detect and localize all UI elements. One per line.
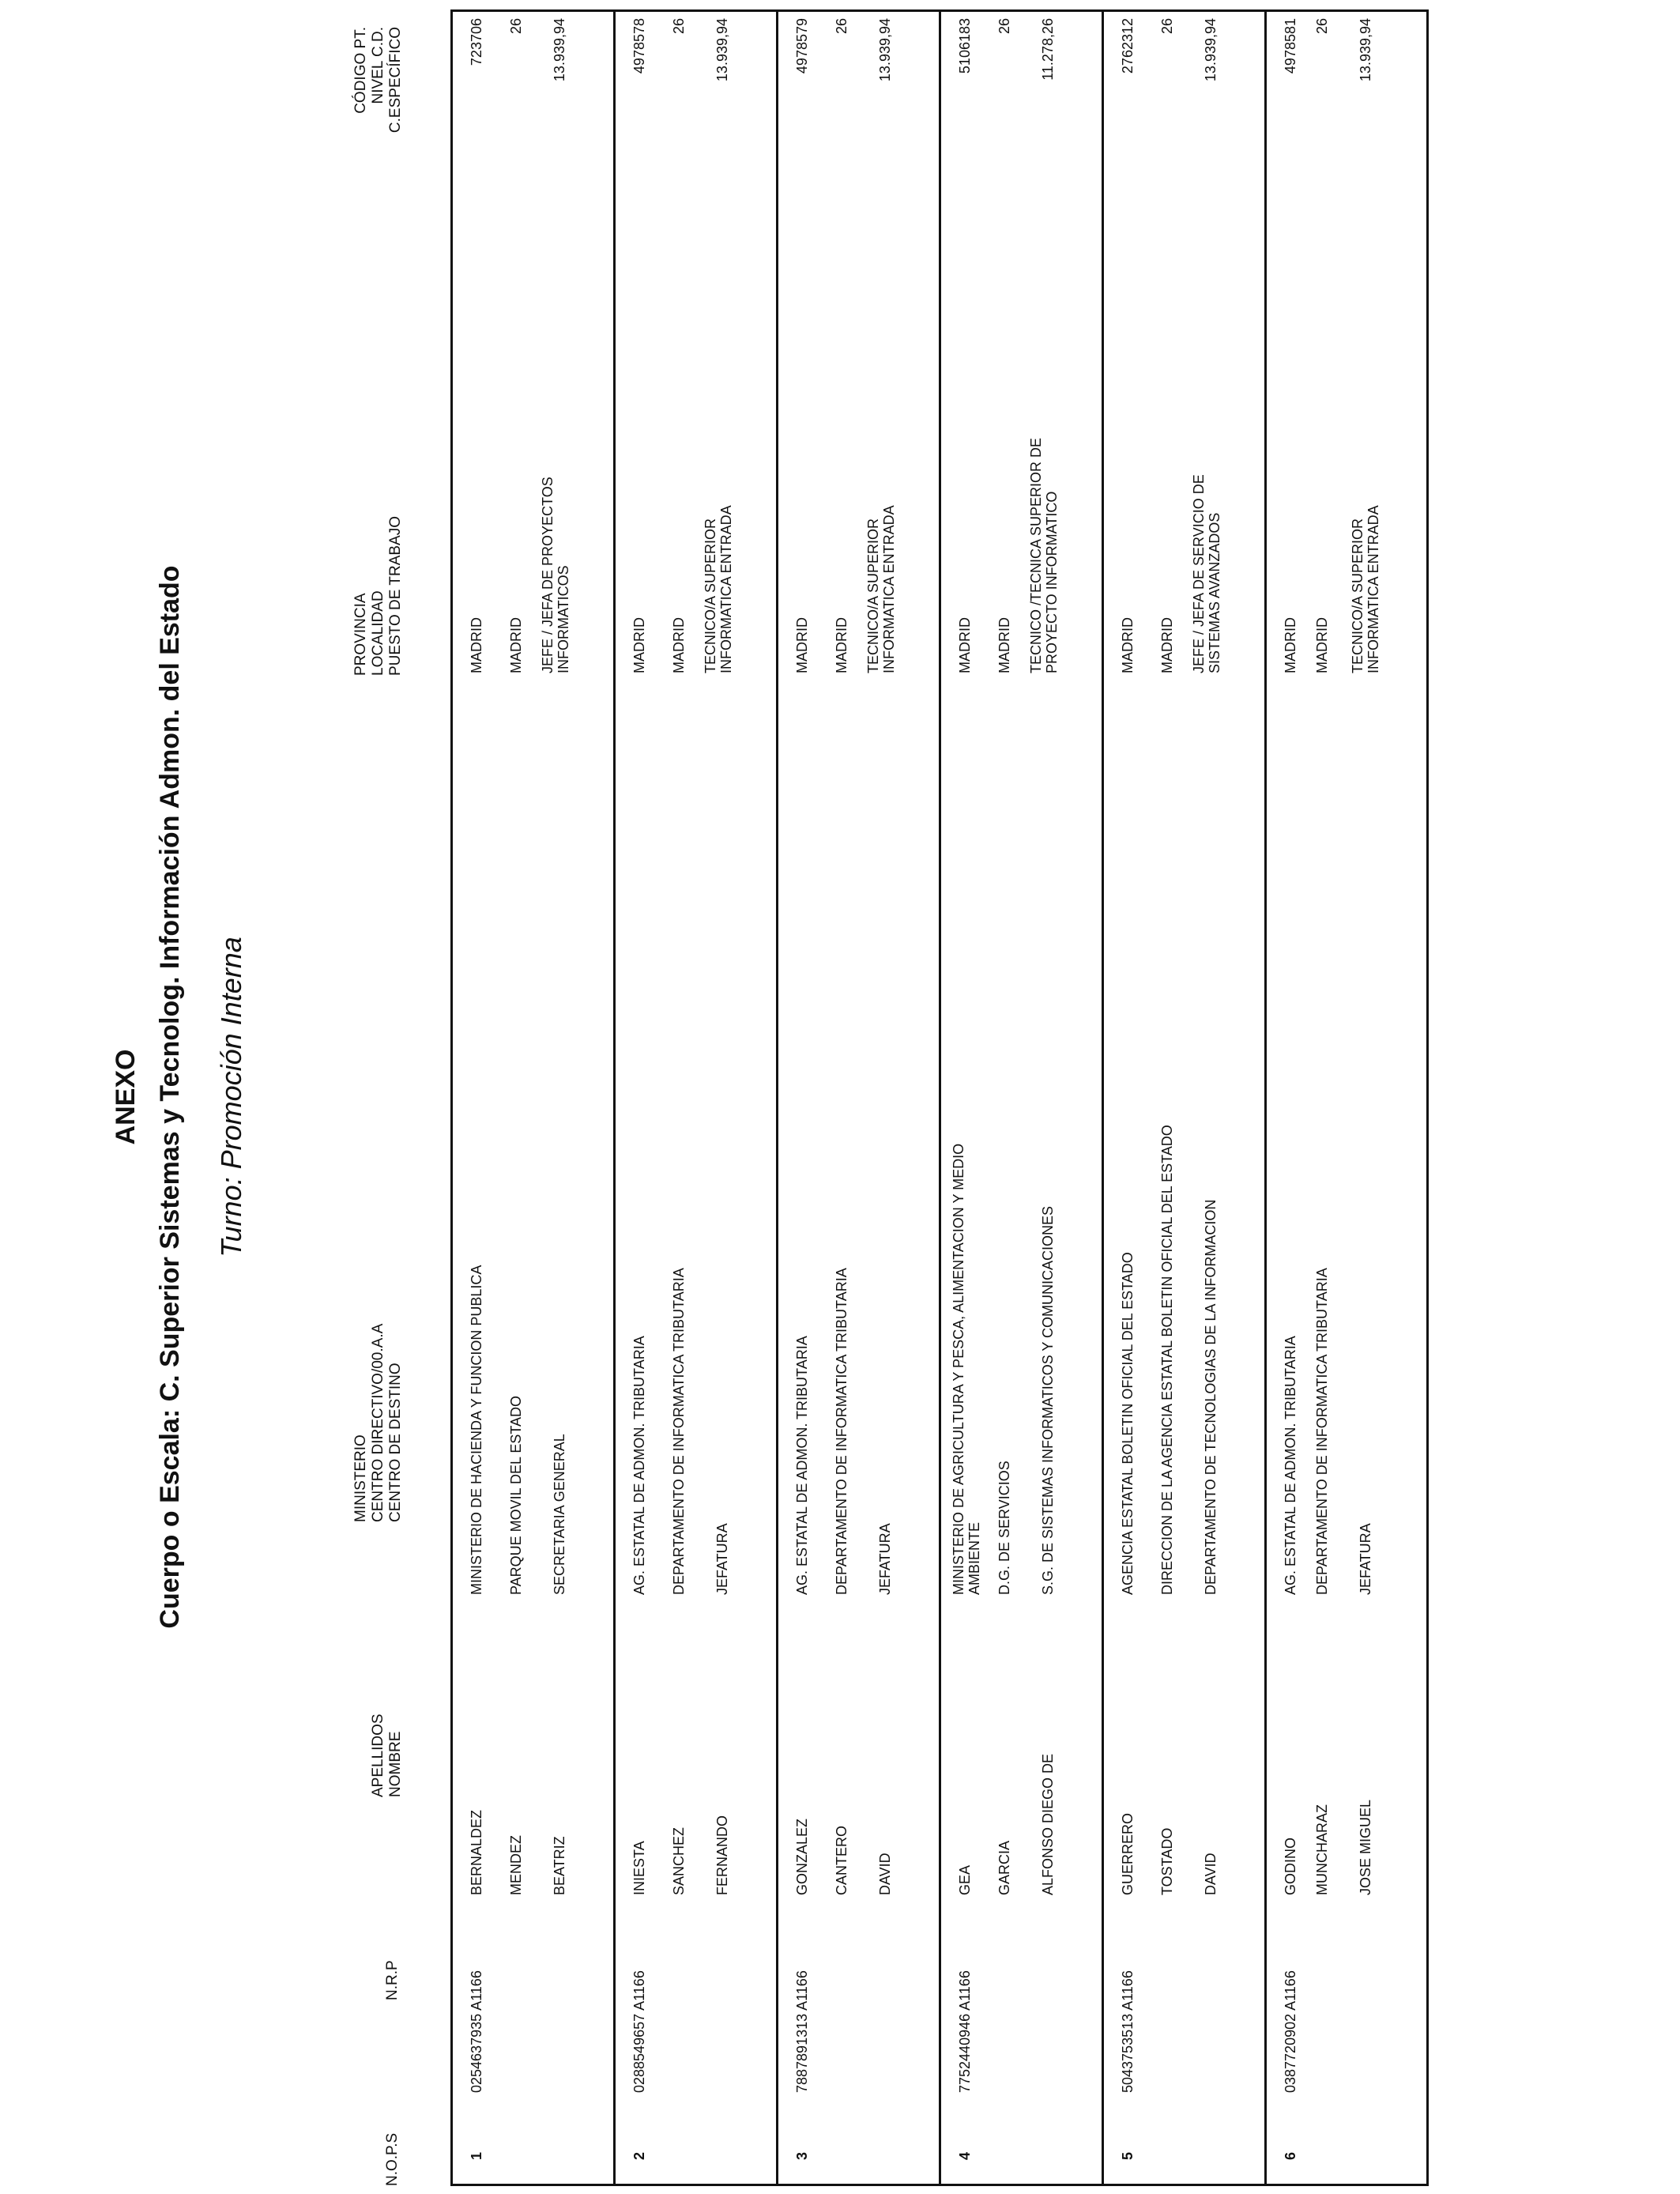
apellido2-cell: CANTERO <box>834 1825 849 1895</box>
nombre-cell: ALFONSO DIEGO DE <box>1040 1753 1056 1895</box>
nombre-cell: DAVID <box>1203 1853 1219 1895</box>
localidad-cell: MADRID <box>1314 617 1330 673</box>
nrp-cell: 7752440946 A1166 <box>957 1970 973 2093</box>
apellido2-cell: MENDEZ <box>508 1835 524 1895</box>
apellido2-cell: TOSTADO <box>1159 1827 1175 1895</box>
nops-cell: 4 <box>957 2151 973 2160</box>
ministerio-cell: MINISTERIO DE HACIENDA Y FUNCION PUBLICA <box>469 1265 484 1595</box>
centro-directivo-cell: DEPARTAMENTO DE INFORMATICA TRIBUTARIA <box>834 1268 849 1595</box>
puesto-cell: TECNICO/A SUPERIOR INFORMATICA ENTRADA <box>1350 505 1381 673</box>
nops-cell: 5 <box>1120 2151 1136 2160</box>
apellido2-cell: MUNCHARAZ <box>1314 1804 1330 1895</box>
codigo-cell: 723706 <box>469 18 484 66</box>
nrp-cell: 0387720902 A1166 <box>1283 1970 1298 2093</box>
ministerio-cell: AG. ESTATAL DE ADMON. TRIBUTARIA <box>794 1336 810 1595</box>
header-apellidos-label: APELLIDOS <box>370 1713 386 1797</box>
header-codigo-label: CÓDIGO PT. <box>352 27 369 114</box>
provincia-cell: MADRID <box>1120 617 1136 673</box>
apellido1-cell: GONZALEZ <box>794 1818 810 1895</box>
codigo-cell: 4978578 <box>631 18 647 74</box>
provincia-cell: MADRID <box>957 617 973 673</box>
anexo-table <box>450 9 1429 2186</box>
header-apellidos <box>370 1713 405 1797</box>
header-nops: N.O.P.S <box>384 2132 401 2186</box>
apellido1-cell: GUERRERO <box>1120 1812 1136 1895</box>
document-subtitle: Cuerpo o Escala: C. Superior Sistemas y Tecnolog. Información Admon. del Estado <box>155 565 185 1629</box>
nombre-cell: DAVID <box>877 1853 893 1895</box>
nivel-cell: 26 <box>996 18 1012 35</box>
header-ministerio <box>352 1324 405 1522</box>
nops-cell: 2 <box>631 2151 647 2160</box>
nops-cell: 1 <box>469 2151 484 2160</box>
provincia-cell: MADRID <box>794 617 810 673</box>
especifico-cell: 13.939,94 <box>1358 18 1373 82</box>
header-nrp: N.R.P <box>384 1960 401 2000</box>
row-divider <box>1102 12 1104 2184</box>
puesto-cell: TECNICO/A SUPERIOR INFORMATICA ENTRADA <box>865 505 897 673</box>
centro-directivo-cell: DIRECCION DE LA AGENCIA ESTATAL BOLETIN OFICIAL DEL ESTADO <box>1159 1125 1175 1595</box>
nivel-cell: 26 <box>1159 18 1175 35</box>
especifico-cell: 13.939,94 <box>714 18 730 82</box>
header-puesto-label: PUESTO DE TRABAJO <box>387 515 404 676</box>
apellido1-cell: GODINO <box>1283 1837 1298 1895</box>
ministerio-cell: MINISTERIO DE AGRICULTURA Y PESCA, ALIMENTACION Y MEDIO AMBIENTE <box>951 1143 982 1595</box>
nrp-cell: 7887891313 A1166 <box>794 1970 810 2093</box>
turno-label: Turno: Promoción Interna <box>215 937 247 1257</box>
provincia-cell: MADRID <box>631 617 647 673</box>
nrp-cell: 5043753513 A1166 <box>1120 1970 1136 2093</box>
localidad-cell: MADRID <box>508 617 524 673</box>
provincia-cell: MADRID <box>469 617 484 673</box>
apellido1-cell: BERNALDEZ <box>469 1809 484 1895</box>
provincia-cell: MADRID <box>1283 617 1298 673</box>
ministerio-cell: AGENCIA ESTATAL BOLETIN OFICIAL DEL ESTADO <box>1120 1252 1136 1595</box>
ministerio-cell: AG. ESTATAL DE ADMON. TRIBUTARIA <box>1283 1336 1298 1595</box>
centro-directivo-cell: DEPARTAMENTO DE INFORMATICA TRIBUTARIA <box>1314 1268 1330 1595</box>
puesto-cell: JEFE / JEFA DE PROYECTOS INFORMATICOS <box>540 477 571 673</box>
centro-directivo-cell: DEPARTAMENTO DE INFORMATICA TRIBUTARIA <box>671 1268 687 1595</box>
centro-destino-cell: S.G. DE SISTEMAS INFORMATICOS Y COMUNICACIONES <box>1040 1205 1056 1595</box>
nops-cell: 6 <box>1283 2151 1298 2160</box>
puesto-cell: TECNICO/A SUPERIOR INFORMATICA ENTRADA <box>703 505 734 673</box>
header-ministerio-label: MINISTERIO <box>352 1434 369 1522</box>
especifico-cell: 13.939,94 <box>877 18 893 82</box>
nrp-cell: 0288549657 A1166 <box>631 1970 647 2093</box>
nops-cell: 3 <box>794 2151 810 2160</box>
localidad-cell: MADRID <box>1159 617 1175 673</box>
nivel-cell: 26 <box>834 18 849 35</box>
nivel-cell: 26 <box>671 18 687 35</box>
centro-destino-cell: DEPARTAMENTO DE TECNOLOGIAS DE LA INFORMACION <box>1203 1199 1219 1595</box>
especifico-cell: 11.278,26 <box>1040 18 1056 81</box>
especifico-cell: 13.939,94 <box>1203 18 1219 82</box>
localidad-cell: MADRID <box>671 617 687 673</box>
puesto-cell: JEFE / JEFA DE SERVICIO DE SISTEMAS AVANZADOS <box>1191 474 1222 673</box>
centro-destino-cell: SECRETARIA GENERAL <box>552 1434 567 1595</box>
header-provincia-label: PROVINCIA <box>352 593 369 676</box>
nombre-cell: JOSE MIGUEL <box>1358 1799 1373 1895</box>
centro-directivo-cell: PARQUE MOVIL DEL ESTADO <box>508 1395 524 1595</box>
puesto-cell: TECNICO /TECNICA SUPERIOR DE PROYECTO INFORMATICO <box>1028 437 1060 673</box>
especifico-cell: 13.939,94 <box>552 18 567 82</box>
codigo-cell: 4978579 <box>794 18 810 74</box>
codigo-cell: 2762312 <box>1120 18 1136 74</box>
document-title: ANEXO <box>111 1049 141 1145</box>
centro-destino-cell: JEFATURA <box>1358 1523 1373 1595</box>
localidad-cell: MADRID <box>834 617 849 673</box>
apellido1-cell: INIESTA <box>631 1841 647 1895</box>
nivel-cell: 26 <box>508 18 524 35</box>
nombre-cell: FERNANDO <box>714 1815 730 1895</box>
header-provincia <box>352 516 405 676</box>
header-nivel-label: NIVEL C.D. <box>370 27 386 104</box>
apellido1-cell: GEA <box>957 1864 973 1895</box>
header-centro-directivo-label: CENTRO DIRECTIVO/00.A.A <box>370 1323 386 1522</box>
row-divider <box>1264 12 1267 2184</box>
row-divider <box>939 12 941 2184</box>
row-divider <box>613 12 616 2184</box>
header-codigo <box>352 27 405 138</box>
header-nombre-label: NOMBRE <box>387 1731 404 1797</box>
centro-destino-cell: JEFATURA <box>714 1523 730 1595</box>
nombre-cell: BEATRIZ <box>552 1836 567 1895</box>
apellido2-cell: GARCIA <box>996 1840 1012 1895</box>
nivel-cell: 26 <box>1314 18 1330 35</box>
apellido2-cell: SANCHEZ <box>671 1826 687 1895</box>
header-centro-destino-label: CENTRO DE DESTINO <box>387 1363 404 1522</box>
centro-destino-cell: JEFATURA <box>877 1523 893 1595</box>
header-especifico-label: C.ESPECÍFICO <box>387 27 404 134</box>
row-divider <box>776 12 778 2184</box>
codigo-cell: 5106183 <box>957 18 973 74</box>
localidad-cell: MADRID <box>996 617 1012 673</box>
codigo-cell: 4978581 <box>1283 18 1298 74</box>
ministerio-cell: AG. ESTATAL DE ADMON. TRIBUTARIA <box>631 1336 647 1595</box>
centro-directivo-cell: D.G. DE SERVICIOS <box>996 1461 1012 1595</box>
nrp-cell: 0254637935 A1166 <box>469 1970 484 2093</box>
header-localidad-label: LOCALIDAD <box>370 590 386 676</box>
